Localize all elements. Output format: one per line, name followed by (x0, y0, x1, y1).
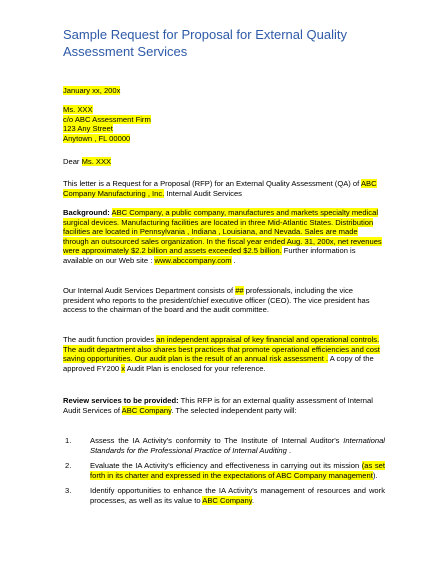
ia-part-2: professionals, including the vice president who reports to the president/chief executive officer (CEO). The vice president has access to the chairman of the board and the audit committee. (63, 286, 370, 315)
intro-part-1: This letter is a Request for a Proposal (RFP) for an External Quality Assessment (QA) of (63, 179, 361, 188)
list-number: 2. (65, 461, 72, 471)
list-highlight: (as set forth in its charter and expressed in the expectations of ABC Company management (90, 461, 385, 480)
audit-plan-year: x (121, 363, 126, 373)
intro-part-2: Internal Audit Services (164, 188, 242, 198)
website-link[interactable]: www.abccompany.com (154, 255, 232, 265)
intro-company: ABC Company Manufacturing , Inc. (63, 179, 377, 198)
list-end: . (251, 495, 255, 505)
background-more-info: Further information is available on our Web site : (63, 246, 356, 265)
review-part-1: This RFP is for an external quality assessment of Internal Audit Services of (63, 396, 373, 415)
background-label: Background: (63, 208, 110, 217)
ia-part-1: Our Internal Audit Services Department consists of (63, 286, 236, 295)
address-line-2: c/o ABC Assessment Firm (63, 114, 151, 124)
list-text: Evaluate the IA Activity's efficiency and effectiveness in carrying out its mission (90, 461, 362, 471)
audit-highlight: an independent appraisal of key financial and operational controls. The audit department also shares best practices that promote operational efficiencies and cost saving opportunities. Our audit plan is the result of an annual risk assessment . (63, 335, 380, 364)
list-number: 3. (65, 486, 72, 496)
list-item (63, 461, 385, 480)
background-highlight: ABC Company, a public company, manufactures and markets specialty medical surgical devices. Manufacturing facilities are located in three Mid-Atlantic States. Distribution facilities are located in Pennsylvania , Indiana , Louisiana, and Nevada. Sales are made through an outsourced sales organization. In the fiscal year ended Aug. 31, 200x, net revenues were approximately $2.2 billion and assets exceeded $2.5 billion. (63, 208, 382, 256)
list-item (63, 486, 385, 505)
audit-part-3: Audit Plan is enclosed for your reference. (125, 363, 266, 373)
list-highlight: ABC Company (202, 495, 252, 505)
salutation (63, 157, 383, 167)
audit-function-paragraph (63, 335, 383, 373)
recipient-address (63, 105, 383, 143)
document-title: Sample Request for Proposal for External Quality Assessment Services (63, 27, 347, 59)
letter-date (63, 86, 383, 96)
address-line-3: 123 Any Street (63, 124, 113, 134)
list-number: 1. (65, 436, 72, 445)
date-text: January xx, 200x (63, 86, 121, 95)
list-item (63, 436, 385, 455)
review-label: Review services to be provided: (63, 396, 179, 405)
audit-part-2: A copy of the approved FY200 (63, 354, 374, 373)
ia-department-paragraph (63, 286, 383, 315)
list-end: ). (372, 470, 378, 480)
salutation-name: Ms. XXX (81, 157, 112, 166)
salutation-prefix: Dear (63, 157, 82, 166)
background-end: . (231, 255, 236, 265)
review-paragraph (63, 396, 383, 415)
intro-paragraph (63, 179, 383, 198)
services-list (63, 436, 385, 512)
audit-part-1: The audit function provides (63, 335, 157, 344)
list-text: Assess the IA Activity's conformity to The Institute of Internal Auditor's (90, 436, 344, 445)
review-company: ABC Company (121, 405, 172, 415)
address-line-4: Anytown , FL 00000 (63, 133, 131, 143)
ia-count: ## (235, 286, 244, 295)
address-line-1: Ms. XXX (63, 105, 93, 114)
review-part-2: . The selected independent party will: (171, 405, 297, 415)
list-end: . (286, 445, 292, 455)
list-italic: International Standards for the Professional Practice of Internal Auditing (90, 436, 385, 455)
list-text: Identify opportunities to enhance the IA Activity's management of resources and work processes, as well as its value to (90, 486, 385, 505)
background-paragraph (63, 208, 383, 266)
